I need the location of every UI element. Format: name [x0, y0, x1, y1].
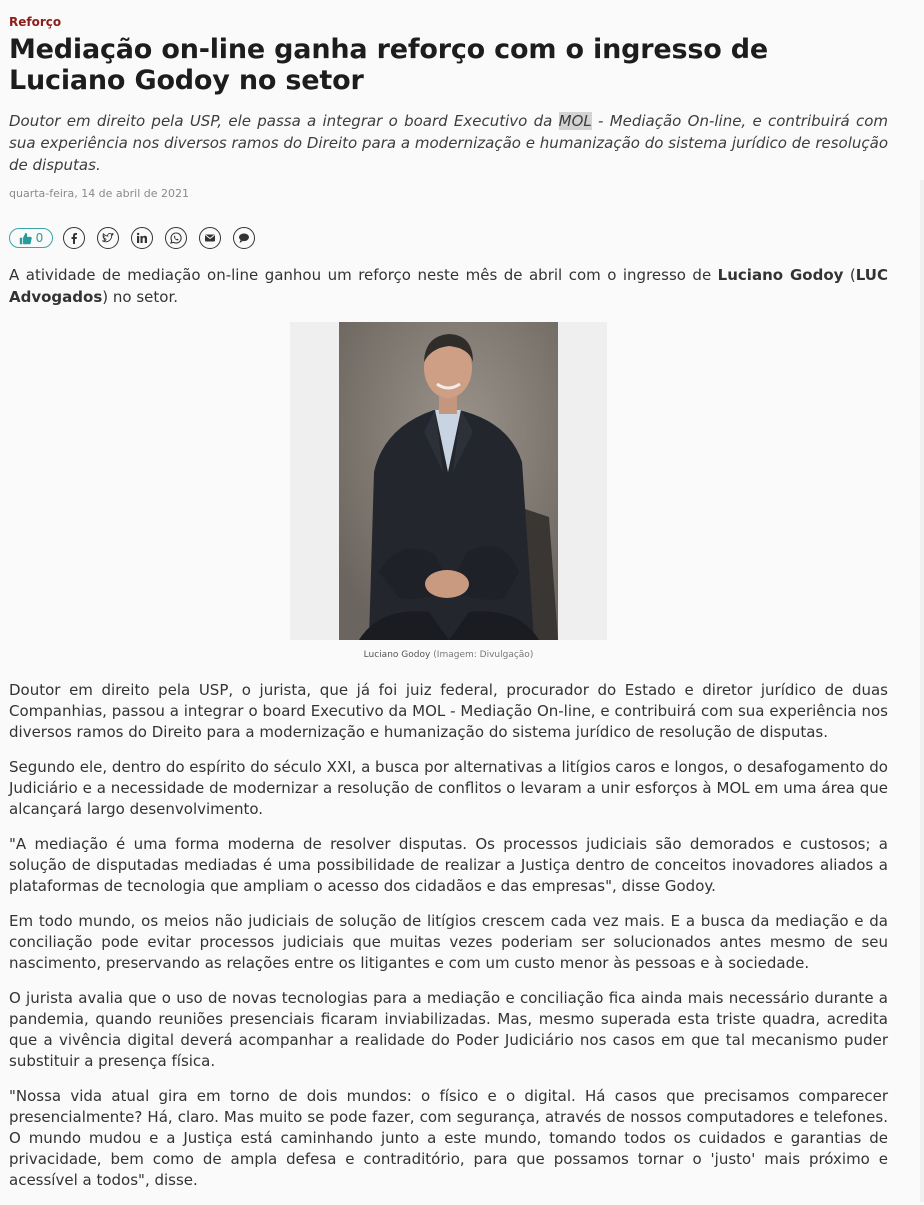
- comment-share-button[interactable]: [233, 227, 255, 249]
- intro-text-after: ) no setor.: [102, 288, 178, 306]
- thumbs-up-icon: [19, 232, 32, 245]
- linkedin-share-button[interactable]: [131, 227, 153, 249]
- share-bar: [9, 226, 267, 250]
- article-body: [9, 680, 888, 1205]
- email-share-button[interactable]: [199, 227, 221, 249]
- lead-text-after: - Mediação On-line, e contribuirá com sua experiência nos diversos ramos do Direito para a modernização e humanização do sistema jurídico de resolução de disputas.: [9, 112, 888, 174]
- like-button[interactable]: [9, 228, 53, 248]
- article-figure: [290, 322, 607, 640]
- paragraph: "A mediação é uma forma moderna de resolver disputas. Os processos judiciais são demorados e custosos; a solução de disputadas mediadas é uma possibilidade de realizar a Justiça dentro de conceitos inovadores aliados a plataformas de tecnologia que ampliam o acesso dos cidadãos e das empresas", disse Godoy.: [9, 835, 888, 895]
- publish-date: quarta-feira, 14 de abril de 2021: [9, 187, 190, 200]
- paragraph: O jurista avalia que o uso de novas tecnologias para a mediação e conciliação fica ainda mais necessário durante a pandemia, quando reuniões presenciais ficaram inviabilizadas. Mas, mesmo superada esta triste quadra, acredita que a vivência digital deverá acompanhar a realidade do Poder Judiciário nos casos em que tal mecanismo puder substituir a presença física.: [9, 989, 888, 1070]
- email-icon: [204, 232, 216, 244]
- page-scrollbar[interactable]: [920, 180, 924, 1202]
- paragraph: Segundo ele, dentro do espírito do século XXI, a busca por alternativas a litígios caros e longos, o desafogamento do Judiciário e a necessidade de modernizar a resolução de conflitos o levaram a unir esforços à MOL em uma área que alcançará largo desenvolvimento.: [9, 758, 888, 818]
- intro-firm-name: LUC Advogados: [9, 266, 888, 306]
- portrait-illustration: [339, 322, 558, 640]
- paragraph: "Nossa vida atual gira em torno de dois mundos: o físico e o digital. Há casos que precisamos comparecer presencialmente? Há, claro. Mas muito se pode fazer, com segurança, através de nossos computadores e telefones. O mundo mudou e a Justiça está caminhando junto a este mundo, tomando todos os cuidados e garantias de privacidade, bem como de ampla defesa e contraditório, para que possamos tornar o 'justo' mais próximo e acessível a todos", disse.: [9, 1087, 888, 1189]
- twitter-icon: [102, 232, 114, 244]
- intro-person-name: Luciano Godoy: [717, 266, 844, 284]
- paragraph: Doutor em direito pela USP, o jurista, que já foi juiz federal, procurador do Estado e diretor jurídico de duas Companhias, passou a integrar o board Executivo da MOL - Mediação On-line, e contribuirá com sua experiência nos diversos ramos do Direito para a modernização e humanização do sistema jurídico de resolução de disputas.: [9, 681, 888, 741]
- lead-highlight: MOL: [558, 112, 592, 130]
- figure-caption: [9, 650, 888, 660]
- facebook-icon: [68, 232, 80, 244]
- article-intro: [9, 264, 888, 308]
- caption-credit: (Imagem: Divulgação): [433, 650, 534, 660]
- lead-text-before: Doutor em direito pela USP, ele passa a integrar o board Executivo da: [9, 112, 559, 130]
- twitter-share-button[interactable]: [97, 227, 119, 249]
- facebook-share-button[interactable]: [63, 227, 85, 249]
- page-title: Mediação on-line ganha reforço com o ingresso de Luciano Godoy no setor: [9, 34, 768, 96]
- category-link[interactable]: Reforço: [9, 15, 62, 29]
- whatsapp-icon: [170, 232, 182, 244]
- like-count: 0: [35, 231, 44, 245]
- paragraph: Em todo mundo, os meios não judiciais de solução de litígios crescem cada vez mais. E a busca da mediação e da conciliação pode evitar processos judiciais que muitas vezes poderiam ser solucionados antes mesmo de seu nascimento, preservando as relações entre os litigantes e com um custo menor às pessoas e à sociedade.: [9, 912, 888, 972]
- comment-icon: [238, 232, 250, 244]
- intro-text-mid: (: [843, 266, 856, 284]
- caption-name: Luciano Godoy: [363, 650, 431, 660]
- portrait-photo: [339, 322, 558, 640]
- linkedin-icon: [136, 232, 148, 244]
- intro-text-before: A atividade de mediação on-line ganhou um reforço neste mês de abril com o ingresso de: [9, 266, 718, 284]
- article-lead: [9, 110, 888, 176]
- whatsapp-share-button[interactable]: [165, 227, 187, 249]
